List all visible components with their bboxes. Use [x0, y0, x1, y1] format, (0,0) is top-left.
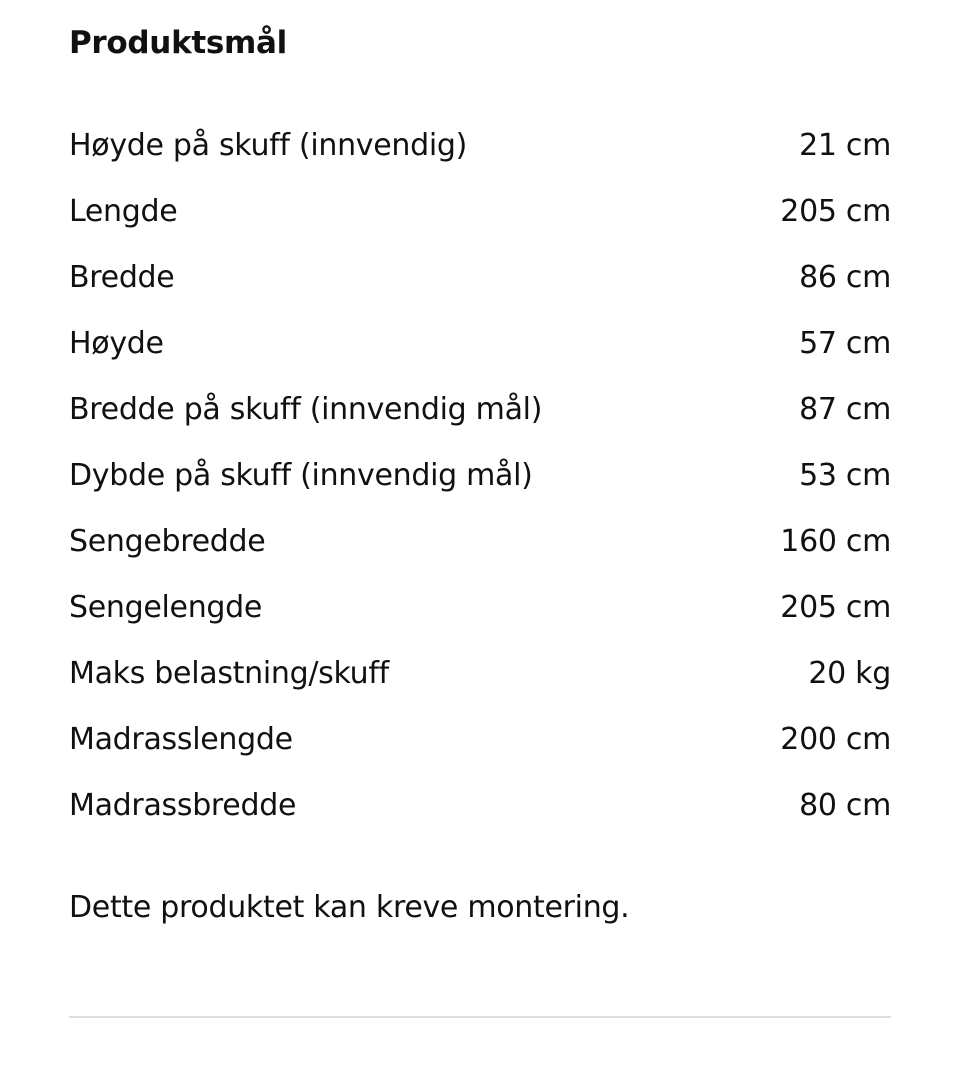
dimension-label: Lengde: [69, 193, 178, 229]
dimension-label: Høyde: [69, 325, 164, 361]
dimension-row: [69, 112, 891, 178]
dimension-row: [69, 310, 891, 376]
dimension-row: [69, 244, 891, 310]
dimension-label: Bredde på skuff (innvendig mål): [69, 391, 543, 427]
dimensions-list: [69, 112, 891, 838]
dimension-row: [69, 376, 891, 442]
dimension-row: [69, 574, 891, 640]
dimension-value: 53 cm: [799, 457, 891, 493]
dimension-label: Dybde på skuff (innvendig mål): [69, 457, 533, 493]
dimension-label: Madrasslengde: [69, 721, 293, 757]
dimension-label: Sengelengde: [69, 589, 263, 625]
dimension-value: 205 cm: [780, 589, 891, 625]
dimension-value: 21 cm: [799, 127, 891, 163]
dimension-label: Sengebredde: [69, 523, 266, 559]
dimension-value: 86 cm: [799, 259, 891, 295]
dimension-row: [69, 706, 891, 772]
section-title: Produktsmål: [69, 25, 287, 61]
dimension-value: 87 cm: [799, 391, 891, 427]
dimension-row: [69, 508, 891, 574]
section-divider: [69, 1016, 891, 1018]
dimension-value: 20 kg: [808, 655, 891, 691]
assembly-note: Dette produktet kan kreve montering.: [69, 890, 630, 925]
dimension-label: Maks belastning/skuff: [69, 655, 389, 691]
dimension-row: [69, 442, 891, 508]
dimension-value: 205 cm: [780, 193, 891, 229]
dimension-row: [69, 772, 891, 838]
dimension-value: 57 cm: [799, 325, 891, 361]
dimension-value: 200 cm: [780, 721, 891, 757]
dimension-label: Madrassbredde: [69, 787, 297, 823]
dimension-label: Bredde: [69, 259, 175, 295]
dimension-row: [69, 178, 891, 244]
dimension-value: 80 cm: [799, 787, 891, 823]
dimension-row: [69, 640, 891, 706]
dimension-value: 160 cm: [780, 523, 891, 559]
dimension-label: Høyde på skuff (innvendig): [69, 127, 468, 163]
